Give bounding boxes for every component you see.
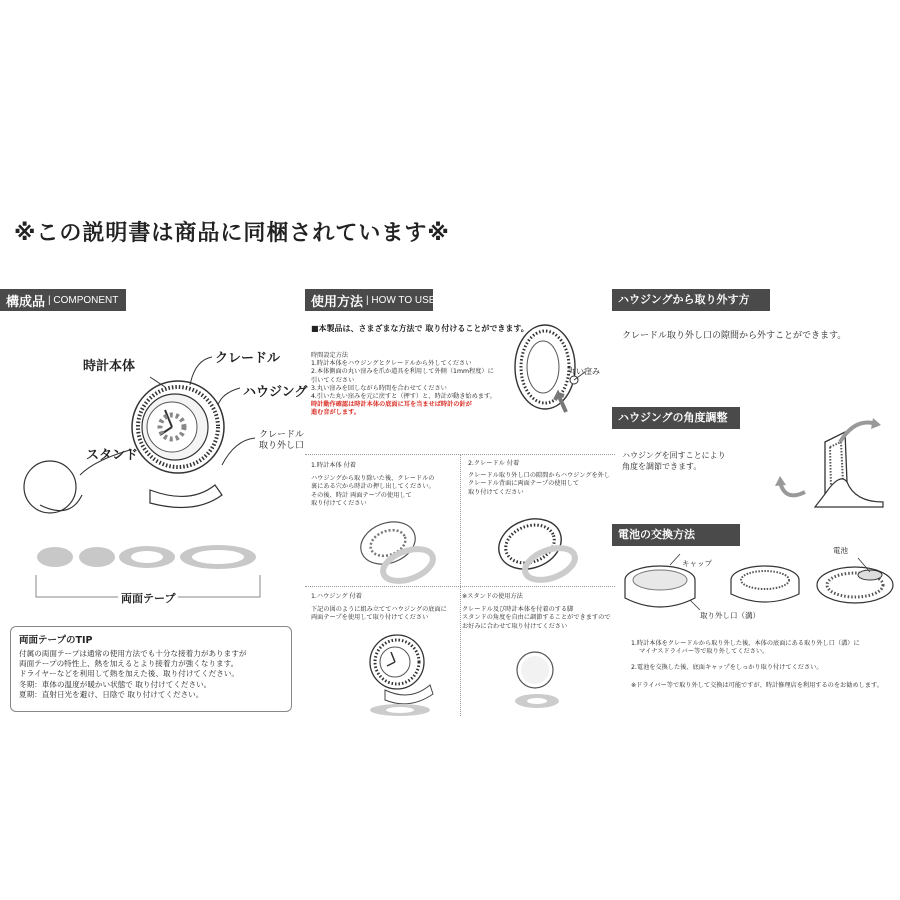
howto-intro: ■本製品は、さまざまな方法で 取り付けることができます。 [311,324,529,333]
battery-line: 1.時計本体をクレードルから取り外した後、本体の底面にある取り外し口（溝）に [631,640,860,647]
step-line: 両面テープを使用して取り付けてください [311,614,429,622]
tip-line: 冬期：車体の温度が暖かい状態で 取り付けてください。 [19,679,212,689]
housing-attach-illustration [355,630,445,720]
label-clock-body: 時計本体 [83,359,136,374]
time-warning: 進む音がします。 [311,409,361,417]
clock-drawing [132,381,224,508]
label-battery: 電池 [833,546,848,555]
battery-line: マイナスドライバー等で取り外してください。 [639,648,769,656]
time-line: 3.丸い窪みを回しながら時間を合わせてください [311,384,447,392]
time-setting [311,352,496,418]
battery-line: 2.電池を交換した後、底面キャップをしっかり取り付けてください。 [631,664,823,672]
step-line: お好みに合わせて取り付けてください [462,622,568,630]
label-cradle-removal-1: クレードル [259,430,305,440]
step-stand-usage [462,593,611,631]
step-cradle-attach [468,460,610,497]
howto-header-jp: 使用方法 [311,294,364,310]
angle-line: 角度を調節できます。 [622,461,702,471]
step-title: 1.ハウジング 付着 [311,593,362,600]
removal-text: クレードル取り外し口の隙間から外すことができます。 [622,331,847,341]
component-header [0,289,126,311]
step-line: 下記の図のように組み立ててハウジングの底面に [311,606,447,614]
time-warning: 時計動作確認は時計本体の底面に耳を当ませば時計の針が [311,401,472,409]
step-line: 取り付けてください [468,488,524,496]
label-cradle-removal [259,430,304,452]
time-line: 4.引いた丸い窪みを元に戻すと（押す）と、時計が動き始めます。 [311,393,496,401]
time-line: 2.本体側面の丸い窪みを爪か道具を利用して外側（1mm程度）に [311,368,494,376]
removal-header [612,289,770,311]
time-line: 引いてください [311,376,355,384]
label-stand: スタンド [86,448,139,463]
angle-text [622,451,726,472]
tip-box [10,626,292,712]
stand-drawing [24,461,82,513]
step-line: クレードル背面に両面テープの使用して [468,480,580,488]
step-title: 2.クレードル 付着 [468,460,520,467]
tip-line: 両面テープの特性上、熱を加えるとより接着力が強くなります。 [19,659,239,669]
removal-header-text: ハウジングから取り外す方 [618,292,750,306]
divider [460,454,461,716]
angle-header-text: ハウジングの角度調整 [618,410,728,424]
battery-instructions [631,640,883,690]
tip-line: 夏期：直射日光を避け、日陰で 取り付けてください。 [19,689,204,699]
battery-header-text: 電池の交換方法 [618,527,695,541]
component-header-jp: 構成品 [6,294,46,310]
step-title: 1.時計本体 付着 [311,462,356,469]
label-cradle: クレードル [215,351,281,366]
tip-line: 付属の両面テープは通常の使用方法でも十分な接着力がありますが [19,649,247,658]
battery-illustration [620,550,900,630]
angle-header [612,407,740,429]
label-round-dent: 丸い窪み [568,367,600,376]
step-housing-attach [311,593,447,623]
battery-line: ※ドライバー等で取り外して交換は可能ですが、時計修理店を利用するのをお勧めします。 [631,681,883,689]
step-clock-attach [311,462,435,508]
step-line: クレードル取り外し口の隙間からハウジングを外し [468,472,611,480]
angle-line: ハウジングを回すことにより [622,451,726,460]
label-housing: ハウジング [243,385,308,400]
step-line: その後、時計 両面テープの使用して [311,491,412,499]
notice-banner: ※この説明書は商品に同梱されています※ [14,221,450,246]
clock-attach-illustration [350,515,445,585]
step-line: 取り付けてください [311,499,367,507]
step-line: 裏にある穴から時計の押し出してください。 [311,483,435,491]
tip-line: ドライヤーなどを利用して熱を加えた後、取り付けてください。 [19,669,239,679]
label-cap: キャップ [682,559,712,568]
howto-header [305,289,436,311]
label-tape: 両面テープ [118,590,178,606]
cradle-attach-illustration [488,512,588,584]
stand-usage-illustration [505,645,575,715]
component-header-en: | COMPONENT [48,294,119,306]
step-line: ハウジングから取り除いた後、クレードルの [311,475,435,483]
battery-header [612,524,740,546]
time-title: 時間設定方法 [311,352,349,359]
label-slot: 取り外し口（溝） [700,611,760,620]
tip-title: 両面テープのTIP [19,635,93,646]
angle-illustration [765,412,890,517]
time-line: 1.時計本体をハウジングとクレードルから外してください [311,360,472,368]
step-line: スタンドの角度を自由に調節することができますので [462,614,611,622]
howto-header-en: | HOW TO USE [366,294,436,306]
step-line: クレードル及び時計本体を付着のする脚 [462,606,574,614]
label-cradle-removal-2: 取り外し口 [259,441,305,451]
step-title: ※スタンドの使用方法 [462,593,523,600]
